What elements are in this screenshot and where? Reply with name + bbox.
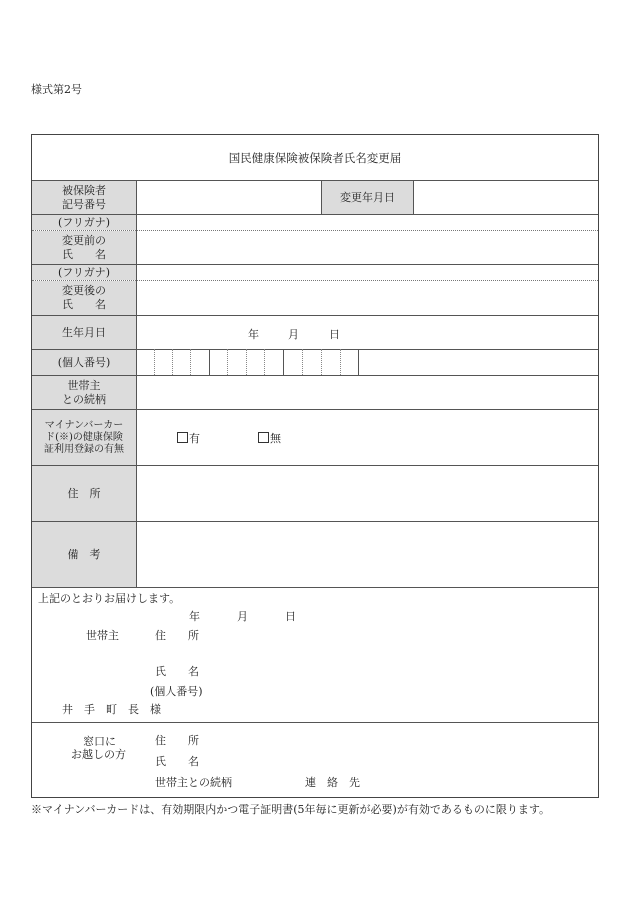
remarks-label: 備 考: [32, 522, 136, 587]
checkbox-yes[interactable]: [177, 432, 188, 443]
form-title: 国民健康保険被保険者氏名変更届: [228, 150, 402, 165]
name-before-label: 変更前の 氏 名: [32, 231, 136, 264]
insured-number-field[interactable]: [137, 181, 321, 214]
checkbox-no[interactable]: [258, 432, 269, 443]
option-no[interactable]: 無: [258, 430, 281, 446]
insured-number-label: 被保険者 記号番号: [32, 181, 136, 214]
visitor-relationship-label: 世帯主との続柄: [155, 776, 232, 789]
mynumber-card-label: マイナンバーカー ド(※)の健康保険 証利用登録の有無: [32, 410, 136, 465]
remarks-field[interactable]: [137, 522, 598, 587]
footnote: ※マイナンバーカードは、有効期限内かつ電子証明書(5年毎に更新が必要)が有効であるものに限ります。: [31, 803, 550, 816]
addressee: 井 手 町 長 様: [62, 703, 161, 716]
householder-label: 世帯主: [86, 629, 119, 642]
visitor-name-label: 氏 名: [155, 755, 199, 768]
relationship-label: 世帯主 との続柄: [32, 376, 136, 409]
option-yes[interactable]: 有: [177, 430, 200, 446]
row-divider: [32, 722, 598, 723]
personal-number-input[interactable]: [137, 350, 358, 375]
change-date-label: 変更年月日: [322, 181, 413, 214]
householder-personal-number-label: (個人番号): [150, 685, 203, 698]
visitor-label-line1: 窓口に: [83, 735, 116, 748]
birth-month-unit: 月: [288, 328, 299, 341]
furigana-after-field[interactable]: [137, 265, 598, 280]
householder-address-label: 住 所: [155, 629, 199, 642]
visitor-contact-label: 連 絡 先: [305, 776, 360, 789]
change-date-field[interactable]: [414, 181, 598, 214]
householder-name-label: 氏 名: [155, 665, 199, 678]
declaration-year: 年: [189, 610, 200, 623]
row-divider: [32, 587, 598, 588]
name-before-field[interactable]: [137, 231, 598, 264]
declaration-month: 月: [237, 610, 248, 623]
digit-group-divider: [358, 349, 359, 375]
personal-number-label: (個人番号): [32, 350, 136, 375]
form-number: 様式第2号: [31, 83, 82, 96]
visitor-address-label: 住 所: [155, 734, 199, 747]
declaration-day: 日: [285, 610, 296, 623]
declaration-text: 上記のとおりお届けします。: [38, 592, 181, 605]
address-field[interactable]: [137, 466, 598, 521]
furigana-before-field[interactable]: [137, 215, 598, 230]
furigana-before-label: (フリガナ): [32, 215, 136, 230]
name-after-field[interactable]: [137, 281, 598, 315]
birth-date-label: 生年月日: [32, 316, 136, 349]
name-after-label: 変更後の 氏 名: [32, 281, 136, 315]
change-notification-form: [31, 134, 599, 798]
relationship-field[interactable]: [137, 376, 598, 409]
visitor-label-line2: お越しの方: [71, 748, 126, 761]
address-label: 住 所: [32, 466, 136, 521]
furigana-after-label: (フリガナ): [32, 265, 136, 280]
birth-day-unit: 日: [329, 328, 340, 341]
birth-year-unit: 年: [248, 328, 259, 341]
